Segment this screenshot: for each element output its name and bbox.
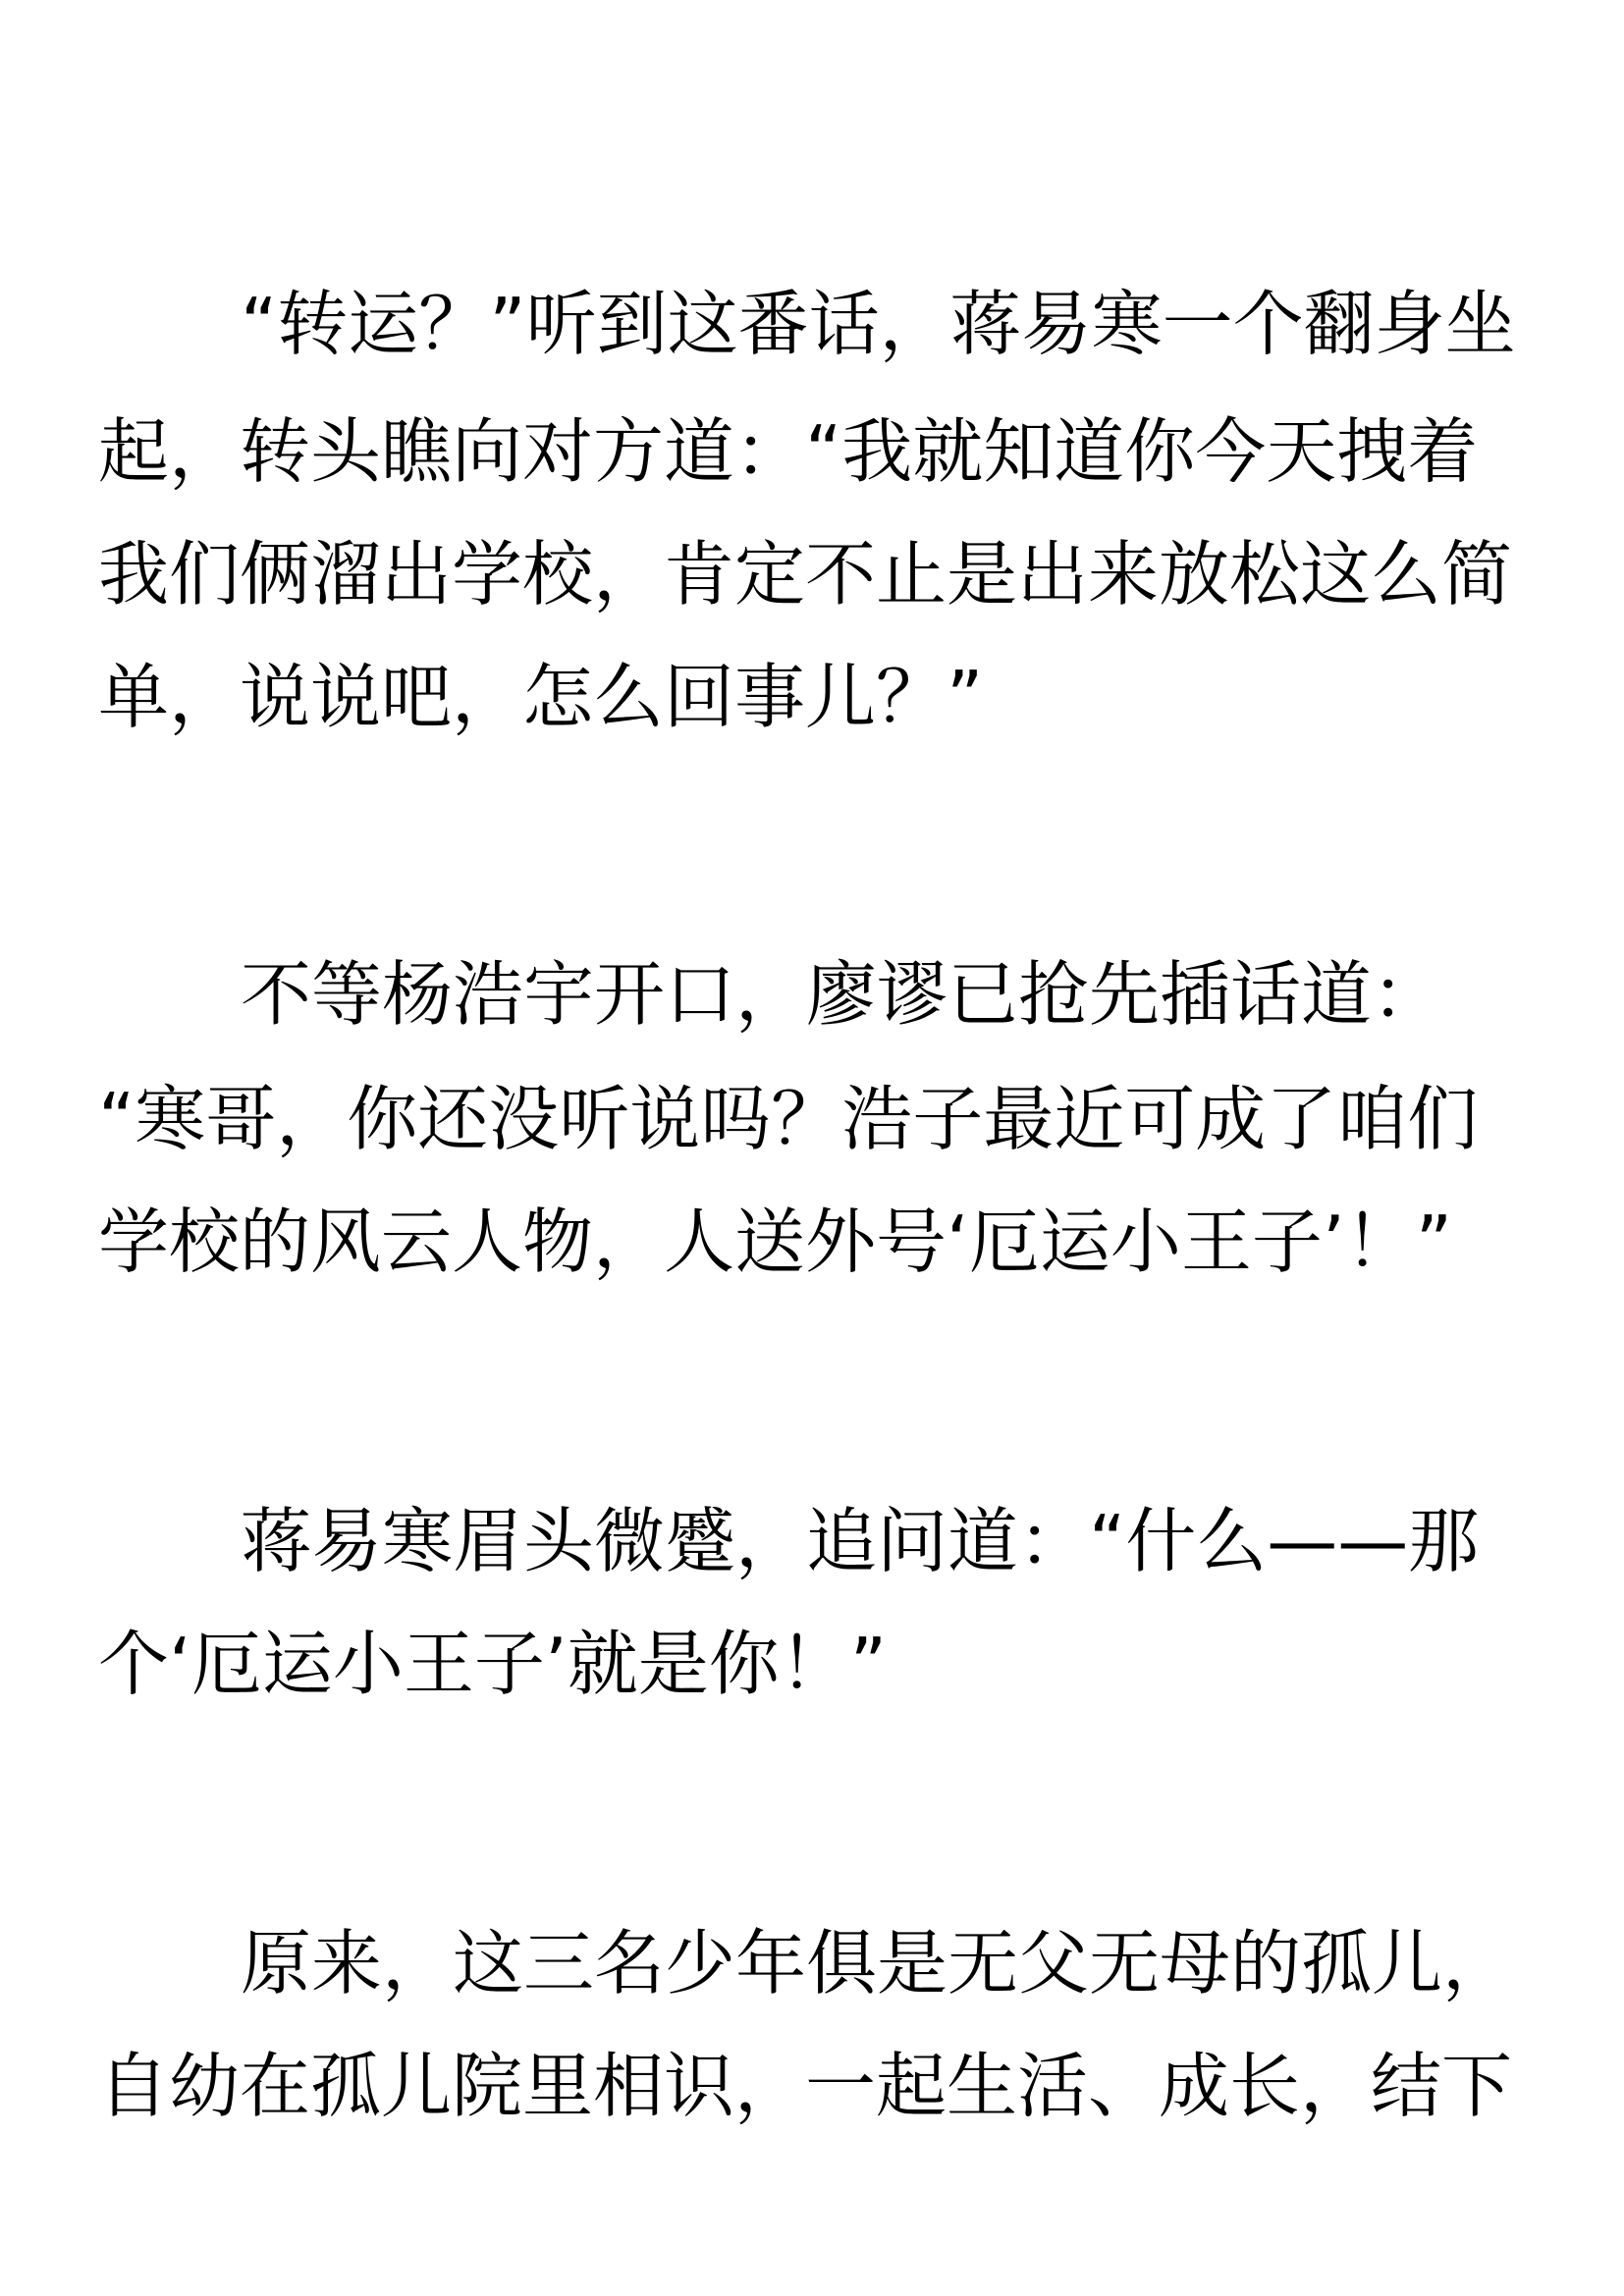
paragraph-line: 原来，这三名少年俱是无父无母的孤儿， xyxy=(241,1922,1514,2004)
paragraph-line: “寒哥，你还没听说吗？浩子最近可成了咱们 xyxy=(98,1078,1479,1160)
paragraph-line: 单，说说吧，怎么回事儿？” xyxy=(98,656,984,738)
paragraph-line: 自幼在孤儿院里相识，一起生活、成长，结下 xyxy=(98,2045,1513,2127)
paragraph-line: 蒋易寒眉头微蹙，追问道：“什么——那 xyxy=(241,1500,1480,1582)
paragraph-line: 起，转头瞧向对方道：“我就知道你今天拽着 xyxy=(98,410,1479,493)
paragraph-line: 我们俩溜出学校，肯定不止是出来放松这么简 xyxy=(98,533,1513,615)
paragraph-line: 不等杨浩宇开口，廖谬已抢先插话道： xyxy=(241,953,1443,1036)
paragraph-line: “转运？”听到这番话，蒋易寒一个翻身坐 xyxy=(241,283,1516,365)
paragraph-line: 个‘厄运小王子’就是你！” xyxy=(98,1623,888,1705)
paragraph-line: 学校的风云人物，人送外号‘厄运小王子’！” xyxy=(98,1201,1453,1283)
